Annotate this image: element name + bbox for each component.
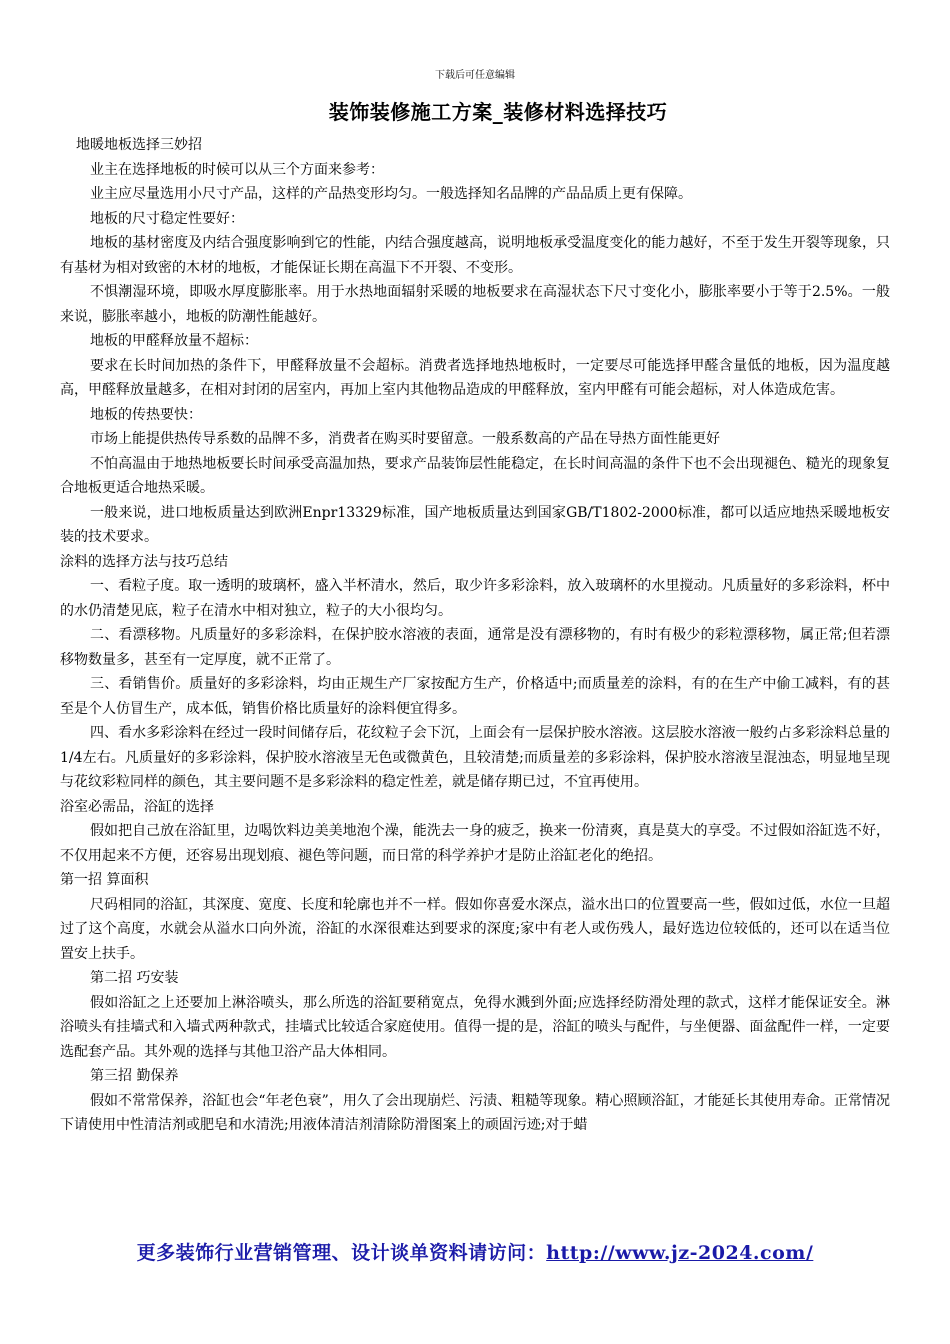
paragraph: 一、看粒子度。取一透明的玻璃杯，盛入半杯清水，然后，取少许多彩涂料，放入玻璃杯的水里搅动。凡质量好的多彩涂料，杯中的水仍清楚见底，粒子在清水中相对独立，粒子的大小很均匀。 [60, 578, 890, 619]
header-note: 下载后可任意编辑 [435, 70, 515, 81]
page-title: 装饰装修施工方案_装修材料选择技巧 [328, 100, 668, 124]
paragraph: 要求在长时间加热的条件下，甲醛释放量不会超标。消费者选择地热地板时，一定要尽可能选择甲醛含量低的地板，因为温度越高，甲醛释放量越多，在相对封闭的居室内，再加上室内其他物品造成的甲醛释放，室内甲醛有可能会超标，对人体造成危害。 [60, 357, 890, 398]
paragraph: 业主应尽量选用小尺寸产品，这样的产品热变形均匀。一般选择知名品牌的产品品质上更有保障。 [90, 186, 692, 202]
paragraph: 一般来说，进口地板质量达到欧洲Enpr13329标准，国产地板质量达到国家GB/T1802-2000标准，都可以适应地热采暖地板安装的技术要求。 [60, 504, 890, 545]
paragraph: 涂料的选择方法与技巧总结 [60, 553, 228, 570]
paragraph: 假如把自己放在浴缸里，边喝饮料边美美地泡个澡，能洗去一身的疲乏，换来一份清爽，真是莫大的享受。不过假如浴缸选不好，不仅用起来不方便，还容易出现划痕、褪色等问题，而日常的科学养护才是防止浴缸老化的绝招。 [60, 823, 890, 864]
paragraph: 假如浴缸之上还要加上淋浴喷头，那么所选的浴缸要稍宽点，免得水溅到外面;应选择经防滑处理的款式，这样才能保证安全。淋浴喷头有挂墙式和入墙式两种款式，挂墙式比较适合家庭使用。值得一提的是，浴缸的喷头与配件，与坐便器、面盆配件一样，一定要选配套产品。其外观的选择与其他卫浴产品大体相同。 [60, 994, 890, 1060]
paragraph: 地板的传热要快： [90, 406, 202, 423]
document-body [60, 133, 890, 1138]
paragraph: 第三招 勤保养 [90, 1068, 179, 1084]
paragraph: 尺码相同的浴缸，其深度、宽度、长度和轮廓也并不一样。假如你喜爱水深点，溢水出口的位置要高一些，假如过低，水位一旦超过了这个高度，水就会从溢水口向外流，浴缸的水深很难达到要求的深度;家中有老人或伤残人，最好选边位较低的，还可以在适当位置安上扶手。 [60, 896, 890, 962]
paragraph: 四、看水多彩涂料在经过一段时间储存后，花纹粒子会下沉，上面会有一层保护胶水溶液。这层胶水溶液一般约占多彩涂料总量的1/4左右。凡质量好的多彩涂料，保护胶水溶液呈无色或微黄色，且较清楚;而质量差的多彩涂料，保护胶水溶液呈混浊态，明显地呈现与花纹彩粒同样的颜色，其主要问题不是多彩涂料的稳定性差，就是储存期已过，不宜再使用。 [60, 725, 890, 790]
footer-link[interactable]: http://www.jz-2024.com/ [546, 1242, 814, 1264]
paragraph: 不怕高温由于地热地板要长时间承受高温加热，要求产品装饰层性能稳定，在长时间高温的条件下也不会出现褪色、糙光的现象复合地板更适合地热采暖。 [60, 455, 890, 496]
paragraph: 第二招 巧安装 [90, 970, 179, 986]
paragraph: 地板的甲醛释放量不超标： [90, 333, 258, 349]
paragraph: 地板的基材密度及内结合强度影响到它的性能，内结合强度越高，说明地板承受温度变化的能力越好，不至于发生开裂等现象，只有基材为相对致密的木材的地板，才能保证长期在高温下不开裂、不变形。 [60, 235, 890, 276]
footer-banner [0, 1238, 950, 1265]
paragraph: 浴室必需品，浴缸的选择 [60, 798, 214, 815]
paragraph: 地暖地板选择三妙招 [76, 137, 202, 153]
paragraph: 地板的尺寸稳定性要好： [90, 210, 244, 227]
paragraph: 三、看销售价。质量好的多彩涂料，均由正规生产厂家按配方生产，价格适中;而质量差的涂料，有的在生产中偷工减料，有的甚至是个人仿冒生产，成本低，销售价格比质量好的涂料便宜得多。 [60, 676, 890, 717]
paragraph: 第一招 算面积 [60, 872, 149, 888]
footer-text: 更多装饰行业营销管理、设计谈单资料请访问： [136, 1242, 547, 1264]
paragraph: 市场上能提供热传导系数的品牌不多，消费者在购买时要留意。一般系数高的产品在导热方面性能更好 [90, 431, 720, 447]
paragraph: 二、看漂移物。凡质量好的多彩涂料，在保护胶水溶液的表面，通常是没有漂移物的，有时有极少的彩粒漂移物，属正常;但若漂移物数量多，甚至有一定厚度，就不正常了。 [60, 627, 890, 668]
paragraph: 业主在选择地板的时候可以从三个方面来参考： [90, 161, 384, 178]
paragraph: 不惧潮湿环境，即吸水厚度膨胀率。用于水热地面辐射采暖的地板要求在高湿状态下尺寸变化小，膨胀率要小于等于2.5%。一般来说，膨胀率越小，地板的防潮性能越好。 [60, 284, 890, 325]
paragraph: 假如不常常保养，浴缸也会“年老色衰”，用久了会出现崩烂、污渍、粗糙等现象。精心照顾浴缸，才能延长其使用寿命。正常情况下请使用中性清洁剂或肥皂和水清洗;用液体清洁剂清除防滑图案上的顽固污迹;对于蜡 [60, 1092, 890, 1133]
